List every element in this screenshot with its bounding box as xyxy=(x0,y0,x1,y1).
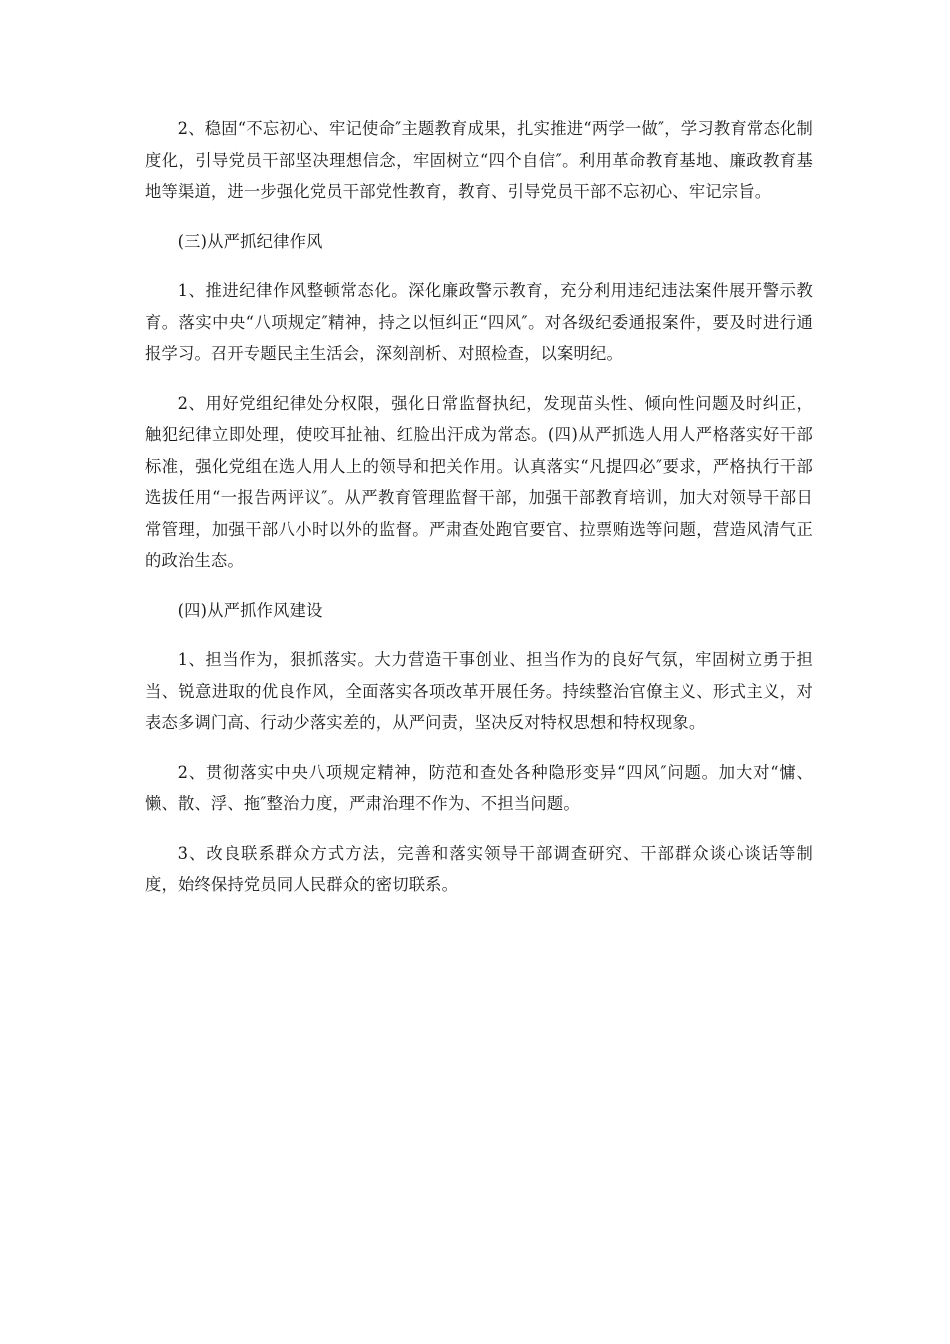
paragraph-discipline-rectification: 1、推进纪律作风整顿常态化。深化廉政警示教育，充分利用违纪违法案件展开警示教育。落实中央“八项规定″精神，持之以恒纠正“四风″。对各级纪委通报案件，要及时进行通报学习。召开专题民主生活会，深刻剖析、对照检查，以案明纪。 xyxy=(145,281,813,363)
paragraph-take-responsibility: 1、担当作为，狠抓落实。大力营造干事创业、担当作为的良好气氛，牢固树立勇于担当、锐意进取的优良作风，全面落实各项改革开展任务。持续整治官僚主义、形式主义，对表态多调门高、行动少落实差的，从严问责，坚决反对特权思想和特权现象。 xyxy=(145,650,813,732)
paragraph-mass-contact: 3、改良联系群众方式方法，完善和落实领导干部调查研究、干部群众谈心谈话等制度，始终保持党员同人民群众的密切联系。 xyxy=(145,843,813,894)
paragraph-disciplinary-authority: 2、用好党组纪律处分权限，强化日常监督执纪，发现苗头性、倾向性问题及时纠正，触犯纪律立即处理，使咬耳扯袖、红脸出汗成为常态。(四)从严抓选人用人严格落实好干部标准，强化党组在选人用人上的领导和把关作用。认真落实“凡提四必″要求，严格执行干部选拔任用“一报告两评议″。从严教育管理监督干部，加强干部教育培训，加大对领导干部日常管理，加强干部八小时以外的监督。严肃查处跑官要官、拉票贿选等问题，营造风清气正的政治生态。 xyxy=(145,393,813,570)
section-heading-work-style: (四)从严抓作风建设 xyxy=(177,600,323,620)
section-heading-discipline: (三)从严抓纪律作风 xyxy=(177,231,323,251)
paragraph-consolidate-education: 2、稳固“不忘初心、牢记使命″主题教育成果，扎实推进“两学一做″，学习教育常态化制度化，引导党员干部坚决理想信念，牢固树立“四个自信″。利用革命教育基地、廉政教育基地等渠道，进一步强化党员干部党性教育，教育、引导党员干部不忘初心、牢记宗旨。 xyxy=(145,119,813,201)
document-body xyxy=(145,113,813,919)
paragraph-eight-regulations: 2、贯彻落实中央八项规定精神，防范和查处各种隐形变异“四风″问题。加大对“慵、懒、散、浮、拖″整治力度，严肃治理不作为、不担当问题。 xyxy=(145,762,813,813)
